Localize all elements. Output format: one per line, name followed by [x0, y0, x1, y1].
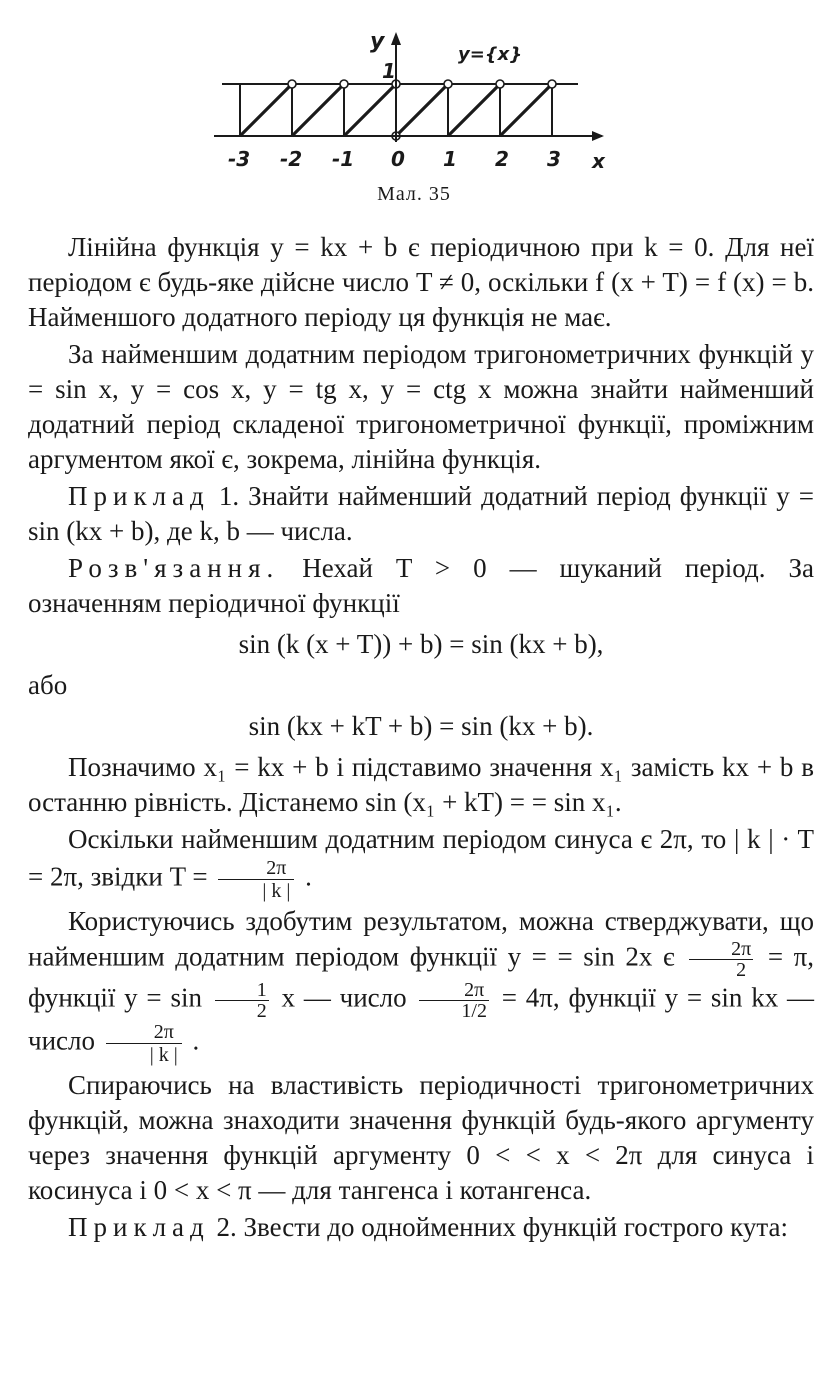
fraction-2pi-over-abs-k [106, 1021, 182, 1066]
x-tick-label: 0 [391, 147, 405, 171]
sawtooth-graph [200, 28, 620, 188]
fraction-denominator: 1/2 [461, 1000, 487, 1022]
x-tick-label: 3 [547, 147, 561, 171]
fraction-2pi-over-2 [689, 939, 753, 980]
examples-text-a: Користуючись здобутим результатом, можна стверджувати, що найменшим додатним періодом функції y = = sin 2x є [28, 906, 814, 972]
fraction-denominator: | k | [149, 1044, 178, 1066]
example-2-label: Приклад [68, 1212, 210, 1242]
example-1-label: Приклад [68, 481, 210, 511]
x-tick-label: 1 [443, 147, 457, 171]
x-tick-label: -3 [228, 147, 251, 171]
fraction-denominator: | k | [262, 880, 291, 902]
fraction-2pi-over-half [419, 980, 489, 1021]
sawtooth-segment [240, 84, 292, 136]
open-point [496, 80, 504, 88]
y-axis-label: y [370, 29, 385, 54]
fraction-numerator: 2π [689, 939, 753, 960]
period-result-text: Оскільки найменшим додатним періодом синуса є 2π, то | k | · T = 2π, звідки T = [28, 824, 814, 892]
formula-2: sin (kx + kT + b) = sin (kx + b). [248, 711, 594, 741]
fraction-numerator: 2π [218, 857, 294, 880]
solution [28, 551, 814, 621]
x-tick-label: -1 [332, 147, 355, 171]
sawtooth-segment [448, 84, 500, 136]
solution-text: Нехай T > 0 — шуканий період. За означенням періодичної функції [28, 553, 814, 618]
example-1 [28, 479, 814, 549]
fraction-1-over-2 [215, 980, 269, 1021]
main-text [28, 230, 814, 1245]
examples-text-b: = π, функції y = sin [28, 941, 814, 1013]
paragraph-linear-function: Лінійна функція y = kx + b є періодичною при k = 0. Для неї періодом є будь-яке дійсне число T ≠ 0, оскільки f (x + T) = f (x) = b. Найменшого додатного періоду ця функція не має. [28, 232, 814, 332]
fraction-numerator: 2π [419, 980, 489, 1001]
examples-text-c: x — число [281, 982, 407, 1013]
sawtooth-segment [344, 84, 396, 136]
sawtooth-segment [500, 84, 552, 136]
level-label: 1 [382, 59, 396, 83]
x-tick-label: -2 [280, 147, 303, 171]
solution-label: Розв'язання. [68, 553, 280, 583]
open-point [340, 80, 348, 88]
y-axis-arrow [391, 32, 401, 45]
example-2-text: 2. Звести до однойменних функцій гострого кута: [209, 1212, 789, 1242]
or-word: або [28, 670, 68, 700]
paragraph-periodicity-use: Спираючись на властивість періодичності тригонометричних функцій, можна знаходити значення функцій будь-якого аргументу через значення функцій аргументу 0 < < x < 2π для синуса і косинуса і 0 < x < π — для тангенса і котангенса. [28, 1070, 814, 1205]
period-result-end: . [305, 861, 312, 892]
x-tick-label: 2 [495, 147, 509, 171]
open-point [548, 80, 556, 88]
paragraph-trig-periods: За найменшим додатним періодом тригонометричних функцій y = sin x, y = cos x, y = tg x, y = ctg x можна знайти найменший додатний період складеної тригонометричної функції, проміжним аргументом якої є, зокрема, лінійна функція. [28, 339, 814, 474]
fraction-numerator: 2π [106, 1021, 182, 1044]
fraction-numerator: 1 [215, 980, 269, 1001]
example-1-text: 1. Знайти найменший додатний період функції y = sin (kx + b), де k, b — числа. [28, 481, 814, 546]
open-point [288, 80, 296, 88]
examples-end: . [192, 1025, 200, 1056]
examples-text-d: = 4π, функції y = sin kx — число [28, 982, 815, 1056]
sawtooth-segment [292, 84, 344, 136]
formula-1: sin (k (x + T)) + b) = sin (kx + b), [238, 629, 604, 659]
figure-35 [200, 28, 620, 208]
x-axis-label: x [592, 149, 605, 173]
paragraph-substitution: Позначимо x₁ = kx + b і підставимо значення x₁ замість kx + b в останню рівність. Дістанемо sin (x₁ + kT) = = sin x₁. [28, 752, 814, 817]
figure-caption: Мал. 35 [377, 183, 451, 205]
fraction-2pi-over-k [218, 857, 294, 902]
fraction-denominator: 2 [256, 1000, 267, 1022]
open-point [444, 80, 452, 88]
x-axis-arrow [592, 131, 604, 141]
paragraph-period-result [28, 822, 814, 902]
paragraph-examples [28, 904, 814, 1066]
function-label: y={x} [458, 44, 523, 65]
fraction-denominator: 2 [736, 959, 747, 981]
sawtooth-segment [396, 84, 448, 136]
example-2 [28, 1210, 814, 1245]
